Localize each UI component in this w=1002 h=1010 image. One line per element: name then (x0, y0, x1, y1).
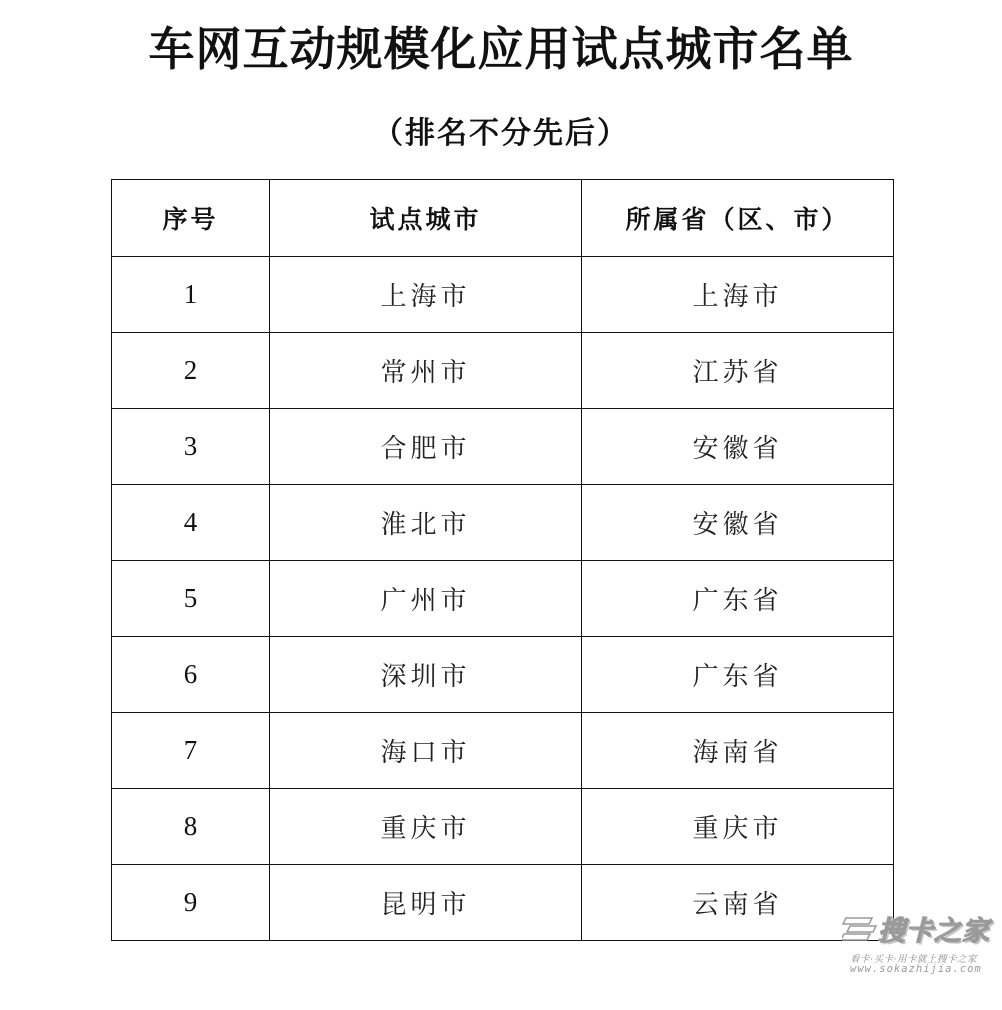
watermark-url: www.sokazhijia.com (850, 963, 982, 975)
watermark-brand: 搜卡之家 (878, 915, 990, 947)
row-number: 2 (112, 333, 270, 409)
table-row (112, 637, 894, 713)
row-province: 安徽省 (582, 409, 894, 485)
row-province: 安徽省 (582, 485, 894, 561)
pilot-city-table (111, 179, 894, 941)
row-city: 常州市 (270, 333, 582, 409)
row-number: 3 (112, 409, 270, 485)
card-stack-icon (842, 910, 882, 946)
site-watermark (836, 902, 1000, 978)
row-province: 重庆市 (582, 789, 894, 865)
row-province: 上海市 (582, 257, 894, 333)
row-city: 合肥市 (270, 409, 582, 485)
watermark-logo (842, 906, 990, 950)
table-row (112, 865, 894, 941)
row-province: 广东省 (582, 637, 894, 713)
table-row (112, 713, 894, 789)
row-city: 上海市 (270, 257, 582, 333)
row-number: 7 (112, 713, 270, 789)
table-row (112, 485, 894, 561)
row-province: 江苏省 (582, 333, 894, 409)
row-city: 深圳市 (270, 637, 582, 713)
row-city: 淮北市 (270, 485, 582, 561)
row-number: 1 (112, 257, 270, 333)
table-row (112, 789, 894, 865)
header-province: 所属省（区、市） (582, 180, 894, 257)
row-city: 广州市 (270, 561, 582, 637)
row-number: 5 (112, 561, 270, 637)
document-subtitle: （排名不分先后） (373, 116, 629, 151)
table-header-row (112, 180, 894, 257)
row-city: 海口市 (270, 713, 582, 789)
row-number: 8 (112, 789, 270, 865)
row-number: 9 (112, 865, 270, 941)
table-row (112, 333, 894, 409)
row-province: 云南省 (582, 865, 894, 941)
row-city: 重庆市 (270, 789, 582, 865)
row-province: 海南省 (582, 713, 894, 789)
table-row (112, 257, 894, 333)
table-row (112, 561, 894, 637)
row-number: 4 (112, 485, 270, 561)
row-number: 6 (112, 637, 270, 713)
row-province: 广东省 (582, 561, 894, 637)
row-city: 昆明市 (270, 865, 582, 941)
table-row (112, 409, 894, 485)
document-title: 车网互动规模化应用试点城市名单 (148, 22, 854, 76)
watermark-slogan: 看卡·买卡·用卡就上搜卡之家 (850, 954, 978, 965)
header-serial-number: 序号 (112, 180, 270, 257)
header-pilot-city: 试点城市 (270, 180, 582, 257)
